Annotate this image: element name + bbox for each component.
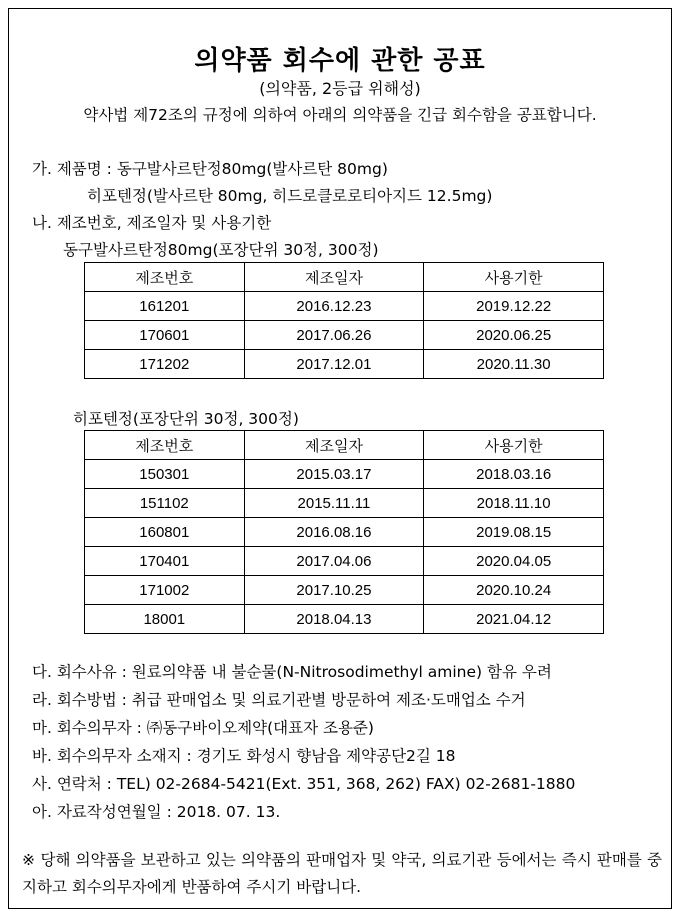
recall-method: 라. 회수방법 : 취급 판매업소 및 의료기관별 방문하여 제조·도매업소 수거 <box>32 691 526 709</box>
recall-reason: 다. 회수사유 : 원료의약품 내 불순물(N-Nitrosodimethyl amine) 함유 우려 <box>32 663 552 681</box>
lot-number: 170601 <box>85 321 245 350</box>
lot-number: 151102 <box>85 489 245 518</box>
table-row <box>85 605 604 634</box>
expiry-date: 2020.06.25 <box>424 321 604 350</box>
lot-number: 18001 <box>85 605 245 634</box>
col-lot-number: 제조번호 <box>85 431 245 460</box>
expiry-date: 2019.08.15 <box>424 518 604 547</box>
table-row <box>85 576 604 605</box>
document-subtitle: (의약품, 2등급 위해성) <box>259 79 421 98</box>
table-row <box>85 460 604 489</box>
lot-number: 160801 <box>85 518 245 547</box>
lot-number: 161201 <box>85 292 245 321</box>
table2-caption: 히포텐정(포장단위 30정, 300정) <box>73 410 299 428</box>
manufacture-date: 2017.04.06 <box>244 547 424 576</box>
col-expiry-date: 사용기한 <box>424 263 604 292</box>
manufacture-date: 2017.12.01 <box>244 350 424 379</box>
manufacture-date: 2015.11.11 <box>244 489 424 518</box>
lot-table-2 <box>84 430 604 634</box>
product-line-1 <box>32 157 388 179</box>
manufacture-date: 2018.04.13 <box>244 605 424 634</box>
expiry-date: 2020.11.30 <box>424 350 604 379</box>
lot-number: 171202 <box>85 350 245 379</box>
col-manufacture-date: 제조일자 <box>244 263 424 292</box>
table-row <box>85 547 604 576</box>
document-date: 아. 자료작성연월일 : 2018. 07. 13. <box>32 803 281 821</box>
lots-heading: 나. 제조번호, 제조일자 및 사용기한 <box>32 214 272 232</box>
intro-text: 약사법 제72조의 규정에 의하여 아래의 의약품을 긴급 회수함을 공표합니다. <box>83 106 597 124</box>
footer-note: ※ 당해 의약품을 보관하고 있는 의약품의 판매업자 및 약국, 의료기관 등에서는 즉시 판매를 중지하고 회수의무자에게 반품하여 주시기 바랍니다. <box>22 851 662 896</box>
lot-table-1 <box>84 262 604 379</box>
product-name-1: 동구발사르탄정80mg(발사르탄 80mg) <box>116 160 388 178</box>
manufacture-date: 2016.12.23 <box>244 292 424 321</box>
table-row <box>85 350 604 379</box>
table1-caption: 동구발사르탄정80mg(포장단위 30정, 300정) <box>63 241 379 259</box>
expiry-date: 2021.04.12 <box>424 605 604 634</box>
lot-number: 171002 <box>85 576 245 605</box>
col-expiry-date: 사용기한 <box>424 431 604 460</box>
manufacture-date: 2015.03.17 <box>244 460 424 489</box>
table-row <box>85 518 604 547</box>
expiry-date: 2018.03.16 <box>424 460 604 489</box>
table-row <box>85 292 604 321</box>
col-manufacture-date: 제조일자 <box>244 431 424 460</box>
expiry-date: 2020.10.24 <box>424 576 604 605</box>
table-header-row <box>85 263 604 292</box>
lot-number: 170401 <box>85 547 245 576</box>
table-header-row <box>85 431 604 460</box>
expiry-date: 2018.11.10 <box>424 489 604 518</box>
manufacture-date: 2017.06.26 <box>244 321 424 350</box>
recall-obligor: 마. 회수의무자 : ㈜동구바이오제약(대표자 조용준) <box>32 719 374 737</box>
lot-number: 150301 <box>85 460 245 489</box>
table-row <box>85 489 604 518</box>
document-title: 의약품 회수에 관한 공표 <box>194 46 486 76</box>
manufacture-date: 2017.10.25 <box>244 576 424 605</box>
obligor-address: 바. 회수의무자 소재지 : 경기도 화성시 향남읍 제약공단2길 18 <box>32 747 456 765</box>
manufacture-date: 2016.08.16 <box>244 518 424 547</box>
product-label: 가. 제품명 : <box>32 160 112 178</box>
contact-info: 사. 연락처 : TEL) 02-2684-5421(Ext. 351, 368, 262) FAX) 02-2681-1880 <box>32 775 576 793</box>
product-name-2: 히포텐정(발사르탄 80mg, 히드로클로로티아지드 12.5mg) <box>87 187 493 205</box>
expiry-date: 2019.12.22 <box>424 292 604 321</box>
table-row <box>85 321 604 350</box>
expiry-date: 2020.04.05 <box>424 547 604 576</box>
col-lot-number: 제조번호 <box>85 263 245 292</box>
